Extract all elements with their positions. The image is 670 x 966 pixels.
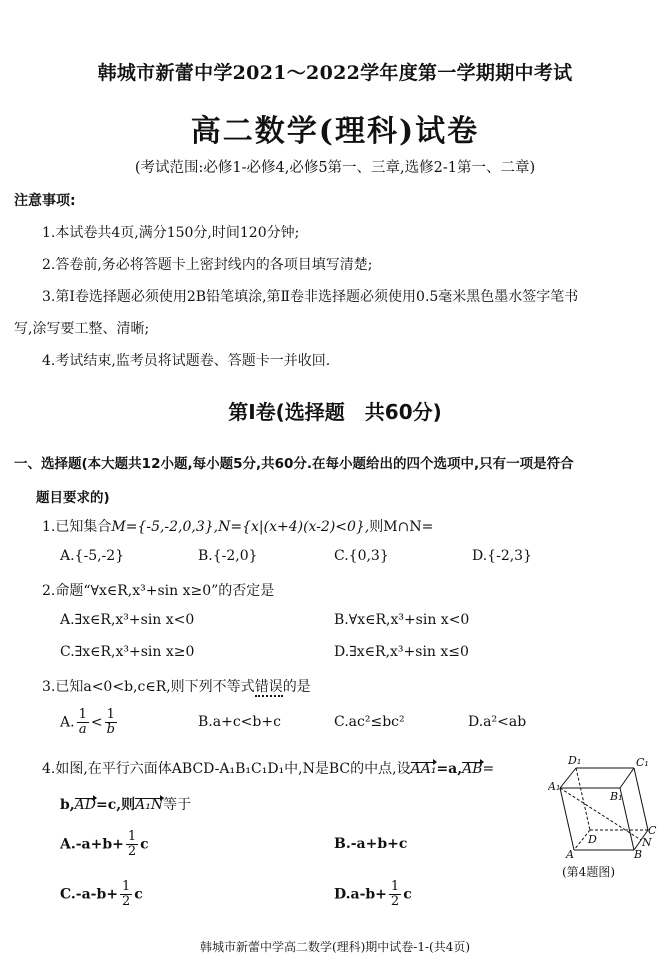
label-d1: D₁ <box>568 754 582 767</box>
part-heading-line1: 一、选择题(本大题共12小题,每小题5分,共60分.在每小题给出的四个选项中,只有一项是符合 <box>14 456 574 472</box>
label-n: N <box>642 836 652 849</box>
q3-stem-suffix: 的是 <box>282 679 311 695</box>
q3-option-c: C.ac²≤bc² <box>334 714 405 730</box>
q4-c-num: 1 <box>121 879 131 894</box>
q2-option-a: A.∃x∈R,x³+sin x<0 <box>60 612 195 628</box>
notice-item-3: 3.第Ⅰ卷选择题必须使用2B铅笔填涂,第Ⅱ卷非选择题必须使用0.5毫米黑色墨水签字笔书 <box>42 289 579 305</box>
segment-a1n <box>560 788 641 840</box>
edge-a1a <box>560 788 574 850</box>
q3-a-frac2-num: 1 <box>106 707 115 722</box>
q4-d-den: 2 <box>390 894 400 909</box>
q4-vector-aa1: AA₁ <box>410 761 437 777</box>
question-4-line2 <box>60 794 191 814</box>
q1-option-c: C.{0,3} <box>334 548 389 564</box>
notice-item-1: 1.本试卷共4页,满分150分,时间120分钟; <box>42 225 300 241</box>
q4-var-b: b, <box>60 797 75 813</box>
q4-d-num: 1 <box>390 879 400 894</box>
q3-a-frac2-den: b <box>106 722 115 737</box>
q2-option-b: B.∀x∈R,x³+sin x<0 <box>334 612 470 628</box>
question-2-stem: 2.命题“∀x∈R,x³+sin x≥0”的否定是 <box>42 583 275 599</box>
edge-d1a1 <box>560 768 576 788</box>
q4-a-pre: A.-a+b+ <box>60 836 124 853</box>
q3-option-a <box>60 708 119 737</box>
q4-d-c: c <box>403 886 412 903</box>
label-b: B <box>634 848 643 860</box>
edge-c1c <box>634 768 648 830</box>
q3-option-b: B.a+c<b+c <box>198 714 281 730</box>
label-c: C <box>648 824 657 837</box>
q4-eq-a: =a, <box>436 761 463 777</box>
q3-option-d: D.a²<ab <box>468 714 527 730</box>
paper-title: 高二数学(理科)试卷 <box>190 114 480 149</box>
q4-a-c: c <box>140 836 149 853</box>
q2-option-d: D.∃x∈R,x³+sin x≤0 <box>334 644 469 660</box>
q4-c-den: 2 <box>121 894 131 909</box>
q4-c-pre: C.-a-b+ <box>60 886 118 903</box>
q4-option-d <box>334 880 412 909</box>
q1-option-b: B.{-2,0} <box>198 548 258 564</box>
q3-a-frac1-den: a <box>78 722 87 737</box>
question-3-stem <box>42 676 311 696</box>
q3-a-frac1-num: 1 <box>78 707 87 722</box>
q3-stem-emphasis: 错误 <box>254 679 283 695</box>
q4-vector-ab: AB <box>462 761 483 777</box>
part-heading-line2: 题目要求的) <box>36 490 110 506</box>
q3-stem-prefix: 3.已知a<0<b,c∈R,则下列不等式 <box>42 679 255 695</box>
q4-option-b: B.-a+b+c <box>334 836 408 852</box>
label-a1: A₁ <box>548 780 561 793</box>
edge-c1b1 <box>620 768 634 788</box>
q3-a-label: A. <box>60 714 75 731</box>
q4-eq-c: =c,则 <box>96 797 136 813</box>
q4-a-den: 2 <box>127 844 137 859</box>
label-a: A <box>566 848 574 860</box>
notice-item-2: 2.答卷前,务必将答题卡上密封线内的各项目填写清楚; <box>42 257 373 273</box>
q1-stem-prefix: 1.已知集合 <box>42 519 112 535</box>
q4-c-c: c <box>134 886 143 903</box>
q4-line1-text: 4.如图,在平行六面体ABCD-A₁B₁C₁D₁中,N是BC的中点,设 <box>42 761 411 777</box>
q1-stem-sets: M={-5,-2,0,3},N={x|(x+4)(x-2)<0}, <box>111 519 370 535</box>
school-exam-title: 韩城市新蕾中学2021～2022学年度第一学期期中考试 <box>97 62 573 84</box>
q2-option-c: C.∃x∈R,x³+sin x≥0 <box>60 644 195 660</box>
q4-a-num: 1 <box>127 829 137 844</box>
parallelepiped-figure <box>548 752 660 860</box>
q1-stem-suffix: 则M∩N= <box>369 519 434 535</box>
label-d: D <box>588 833 597 846</box>
exam-scope: (考试范围:必修1-必修4,必修5第一、三章,选修2-1第一、二章) <box>134 160 536 176</box>
notice-heading: 注意事项: <box>14 193 76 209</box>
q4-vector-ad: AD <box>74 797 97 813</box>
q4-option-a <box>60 830 149 859</box>
q3-a-lt: < <box>90 714 103 731</box>
q1-option-d: D.{-2,3} <box>472 548 532 564</box>
q4-line2-tail: 等于 <box>163 797 192 813</box>
notice-item-3-cont: 写,涂写要工整、清晰; <box>14 321 150 337</box>
figure-caption: (第4题图) <box>562 865 615 879</box>
q4-vector-a1n: A₁N <box>135 797 164 813</box>
label-b1: B₁ <box>610 790 623 803</box>
q4-option-c <box>60 880 143 909</box>
label-c1: C₁ <box>636 756 649 769</box>
q4-d-pre: D.a-b+ <box>334 886 387 903</box>
edge-d1d-hidden <box>576 768 590 830</box>
question-1-stem <box>42 516 433 536</box>
notice-item-4: 4.考试结束,监考员将试题卷、答题卡一并收回. <box>42 353 331 369</box>
page-footer: 韩城市新蕾中学高二数学(理科)期中试卷-1-(共4页) <box>199 940 471 954</box>
question-4-line1 <box>42 758 494 778</box>
section-title: 第Ⅰ卷(选择题 共60分) <box>228 400 442 424</box>
q1-option-a: A.{-5,-2} <box>60 548 125 564</box>
q4-eq-end: = <box>482 761 495 777</box>
